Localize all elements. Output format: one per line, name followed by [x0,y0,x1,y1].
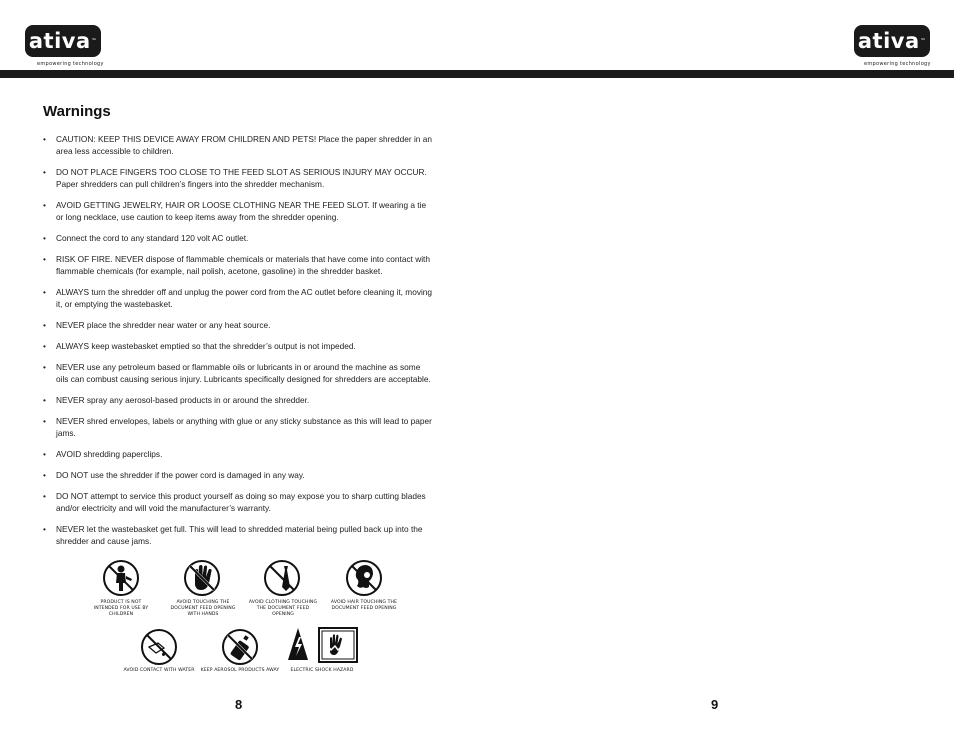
warning-item [43,490,435,514]
bullet: • [43,254,46,264]
no-hair-icon [345,559,383,597]
page-title: Warnings [43,103,111,120]
bullet: • [43,341,46,351]
bullet: • [43,470,46,480]
ativa-logo [25,25,101,57]
electric-shock-icon [286,626,360,664]
icon-caption: AVOID TOUCHING THE DOCUMENT FEED OPENING WITH HANDS [170,600,236,617]
trademark-symbol-right: ™ [920,38,927,44]
warning-item [43,394,435,406]
warning-text: RISK OF FIRE. NEVER dispose of flammable chemicals or materials that have come into contact with flammable chemicals (for example, nail polish, acetone, gasoline) in the shredder basket. [56,254,430,276]
ativa-logo-right [854,25,930,57]
warning-item [43,253,435,277]
warning-item [43,415,435,439]
bullet: • [43,320,46,330]
bullet: • [43,233,46,243]
bullet: • [43,395,46,405]
trademark-symbol: ™ [91,38,98,44]
page-number-right: 9 [711,697,719,712]
icon-caption: ELECTRIC SHOCK HAZARD [290,668,354,673]
brand-name-right: ativa [857,29,920,53]
warning-text: NEVER shred envelopes, labels or anything with glue or any sticky substance as this will lead to paper jams. [56,416,432,438]
warning-text: DO NOT attempt to service this product yourself as doing so may expose you to sharp cutting blades and/or electricity and will void the manufacturer’s warranty. [56,491,426,513]
bullet: • [43,416,46,426]
warning-item [43,232,435,244]
warning-text: NEVER place the shredder near water or any heat source. [56,320,271,330]
brand-tagline: empowering technology [37,61,104,67]
warnings-list [43,133,435,556]
warning-text: AVOID GETTING JEWELRY, HAIR OR LOOSE CLOTHING NEAR THE FEED SLOT. If wearing a tie or long necklace, use caution to keep items away from the shredder opening. [56,200,427,222]
no-water-icon [140,628,178,666]
icon-caption: AVOID CONTACT WITH WATER [123,668,195,673]
warning-text: NEVER let the wastebasket get full. This will lead to shredded material being pulled back up into the shredder and cause jams. [56,524,423,546]
warning-text: AVOID shredding paperclips. [56,449,163,459]
warning-text: NEVER spray any aerosol-based products in or around the shredder. [56,395,310,405]
warning-item [43,199,435,223]
warning-item [43,469,435,481]
warning-item [43,361,435,385]
warning-item [43,340,435,352]
brand-name: ativa [28,29,91,53]
no-aerosol-icon [221,628,259,666]
no-hands-icon [183,559,221,597]
warning-text: ALWAYS turn the shredder off and unplug the power cord from the AC outlet before cleaning it, moving it, or emptying the wastebasket. [56,287,433,309]
page-number-left: 8 [235,697,243,712]
warning-text: DO NOT PLACE FINGERS TOO CLOSE TO THE FEED SLOT AS SERIOUS INJURY MAY OCCUR. Paper shredders can pull children’s fingers into the shredder mechanism. [56,167,427,189]
bullet: • [43,200,46,210]
bullet: • [43,287,46,297]
warning-item [43,286,435,310]
bullet: • [43,167,46,177]
warning-text: Connect the cord to any standard 120 volt AC outlet. [56,233,249,243]
warning-item [43,166,435,190]
icon-caption: AVOID HAIR TOUCHING THE DOCUMENT FEED OPENING [330,600,398,611]
no-children-icon [102,559,140,597]
warning-item [43,133,435,157]
warning-text: NEVER use any petroleum based or flammable oils or lubricants in or around the machine as some oils can combust causing serious injury. Lubricants specifically designed for shredders are acceptable. [56,362,431,384]
warning-item [43,448,435,460]
header-bar [0,70,954,78]
bullet: • [43,362,46,372]
warning-text: ALWAYS keep wastebasket emptied so that the shredder’s output is not impeded. [56,341,356,351]
icon-caption: PRODUCT IS NOT INTENDED FOR USE BY CHILDREN [93,600,149,617]
brand-tagline-right: empowering technology [864,61,931,67]
warning-item [43,319,435,331]
warning-text: DO NOT use the shredder if the power cord is damaged in any way. [56,470,305,480]
bullet: • [43,491,46,501]
bullet: • [43,449,46,459]
bullet: • [43,134,46,144]
icon-caption: AVOID CLOTHING TOUCHING THE DOCUMENT FEED OPENING [248,600,318,617]
bullet: • [43,524,46,534]
warning-text: CAUTION: KEEP THIS DEVICE AWAY FROM CHILDREN AND PETS! Place the paper shredder in an area less accessible to children. [56,134,432,156]
no-clothing-icon [263,559,301,597]
warning-item [43,523,435,547]
icon-caption: KEEP AEROSOL PRODUCTS AWAY [200,668,280,673]
